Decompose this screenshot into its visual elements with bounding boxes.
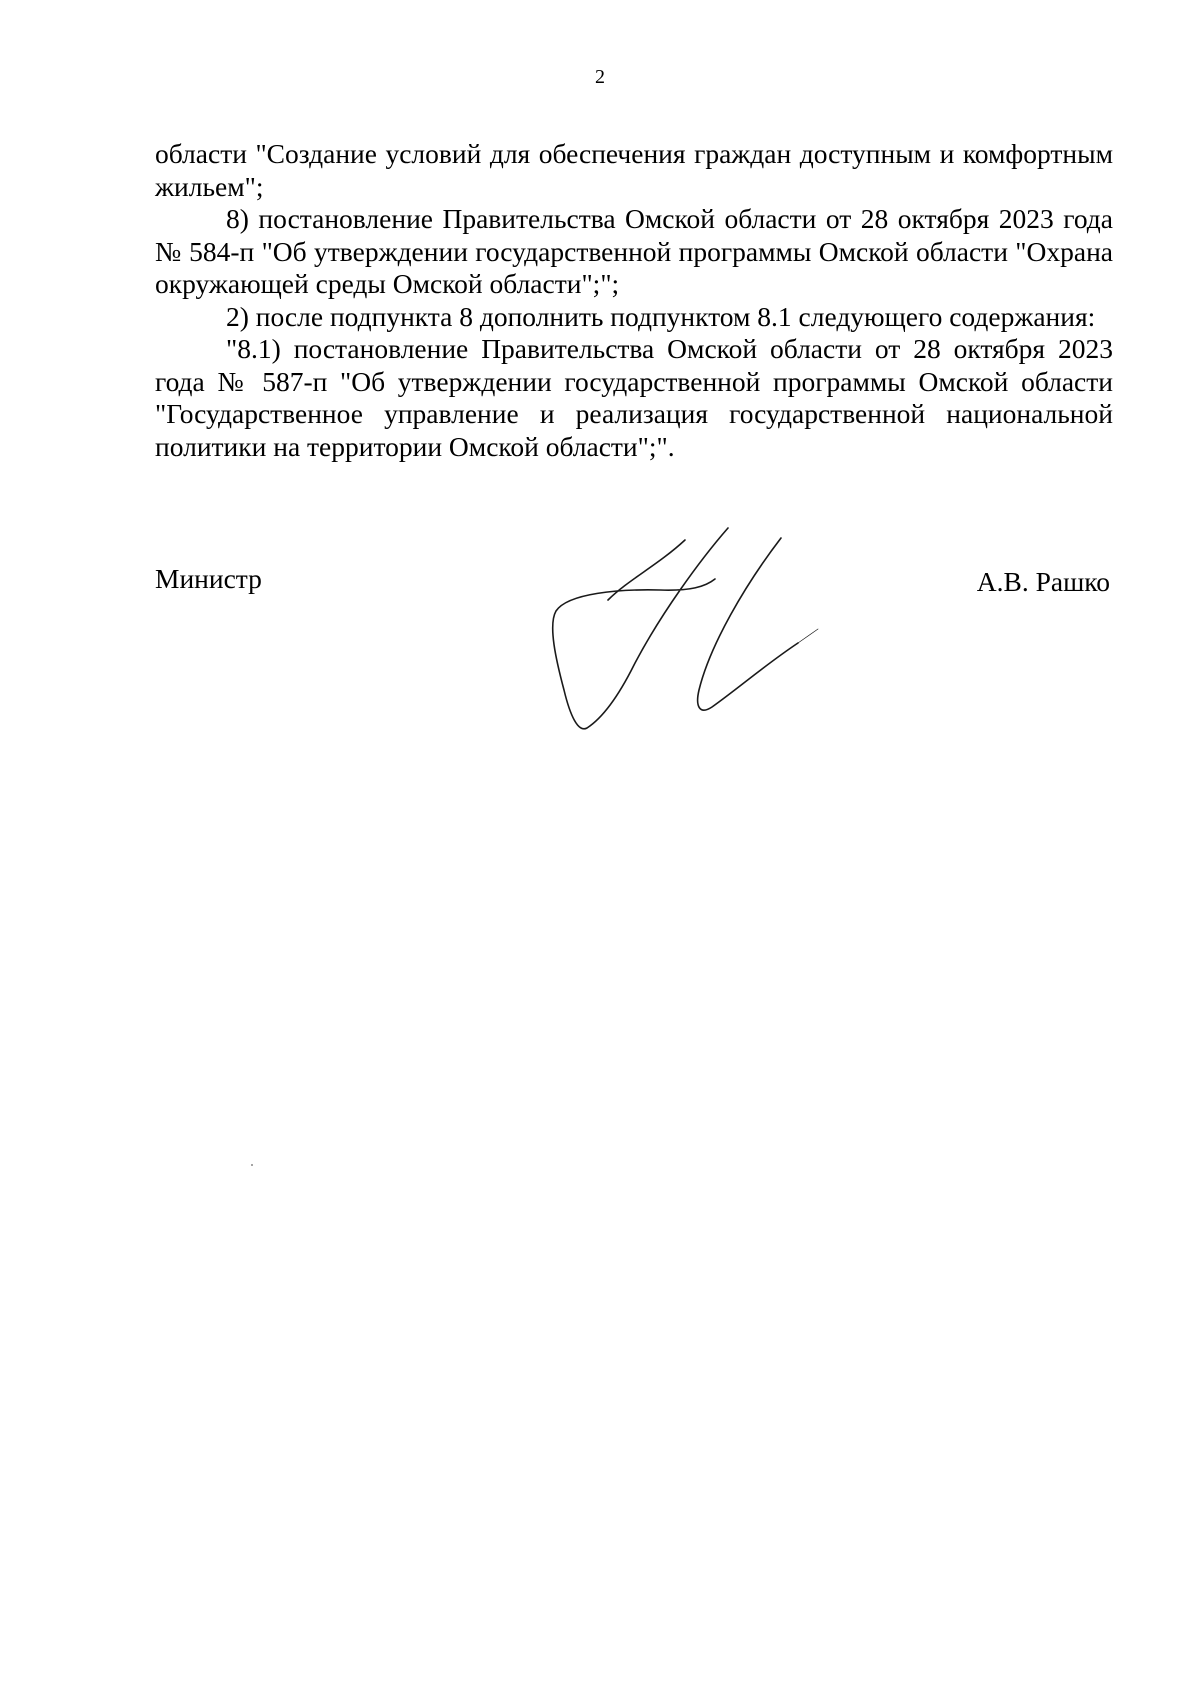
document-body <box>155 138 1113 463</box>
paragraph-continuation: области "Создание условий для обеспечения граждан доступным и комфортным жильем"; <box>155 138 1113 202</box>
page-number: 2 <box>595 66 605 88</box>
scan-speck <box>251 1164 253 1166</box>
paragraph-item-8: 8) постановление Правительства Омской области от 28 октября 2023 года № 584-п "Об утверждении государственной программы Омской области "Охрана окружающей среды Омской области";"; <box>155 203 1113 299</box>
paragraph-item-8-1: "8.1) постановление Правительства Омской области от 28 октября 2023 года № 587-п "Об утверждении государственной программы Омской области "Государственное управление и реализация государственной национальной политики на территории Омской области";". <box>155 333 1113 462</box>
signatory-title: Министр <box>155 563 262 594</box>
paragraph-item-2: 2) после подпункта 8 дополнить подпунктом 8.1 следующего содержания: <box>226 300 1096 332</box>
signatory-name: А.В. Рашко <box>976 566 1110 597</box>
handwritten-signature <box>540 515 840 735</box>
